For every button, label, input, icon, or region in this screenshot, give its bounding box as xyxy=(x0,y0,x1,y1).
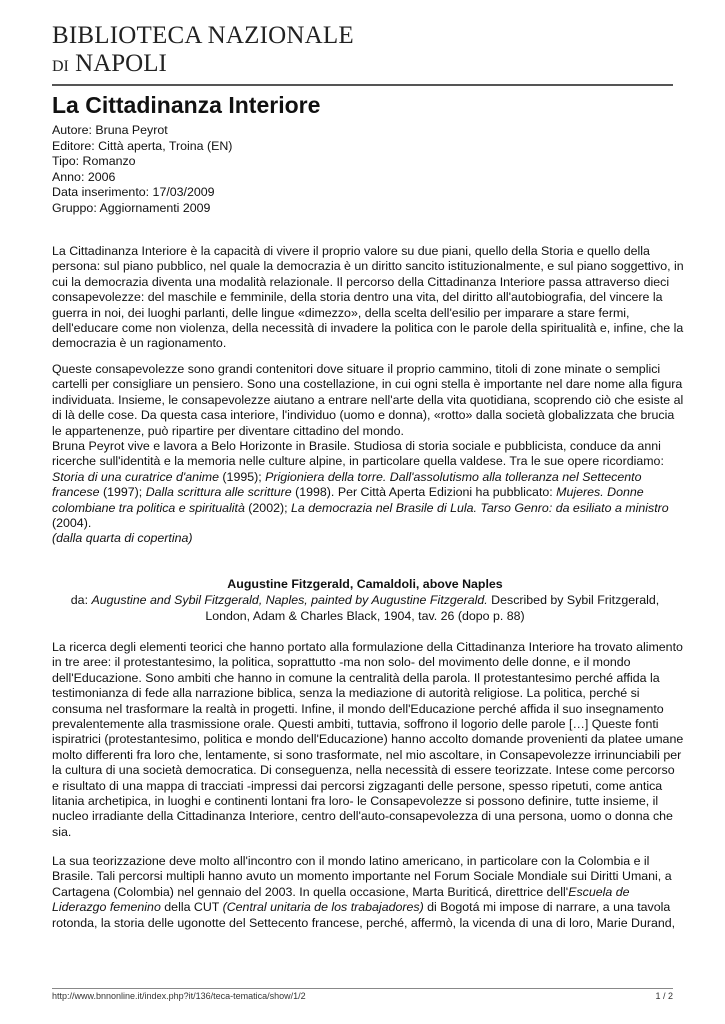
italic-text: (Central unitaria de los trabajadores) xyxy=(222,900,424,915)
italic-text: francese xyxy=(52,485,100,500)
text-line xyxy=(52,763,692,778)
logo-napoli: NAPOLI xyxy=(75,50,167,77)
text-line xyxy=(52,454,692,469)
footer-url[interactable]: http://www.bnnonline.it/index.php?it/136/teca-tematica/show/1/2 xyxy=(52,991,306,1001)
text-segment: La Cittadinanza Interiore è la capacità di vivere il proprio valore su due piani, quello della Storia e quello della xyxy=(52,244,650,258)
text-line xyxy=(52,531,692,546)
caption-source-title: Augustine and Sybil Fitzgerald, Naples, painted by Augustine Fitzgerald. xyxy=(91,593,488,607)
text-segment: in tre aree: il protestantesimo, la politica, soprattutto -ma non solo- del movimento delle donne, e il mondo xyxy=(52,655,631,670)
text-line xyxy=(52,516,692,531)
text-line xyxy=(52,779,692,794)
text-segment: La sua teorizzazione deve molto all'incontro con il mondo latino americano, in particolare con la Colombia e il xyxy=(52,854,650,868)
page-title: La Cittadinanza Interiore xyxy=(52,92,321,118)
text-line xyxy=(52,501,692,516)
text-segment: nucleo irradiante della Cittadinanza Interiore, centro dell'auto-consapevolezza di una persona, uomo o donna che xyxy=(52,809,673,824)
text-line xyxy=(52,321,692,336)
italic-text: Storia di una curatrice d'anime xyxy=(52,469,219,484)
caption-prefix: da: xyxy=(70,593,92,607)
text-line xyxy=(52,362,692,377)
text-segment: molto differenti fra loro che, lentamente, si sono trasformate, nel mio ascoltare, in Consapevolezze irrinunciabili per xyxy=(52,747,682,762)
page-footer xyxy=(52,988,673,1002)
text-line xyxy=(52,916,692,931)
paragraph-4 xyxy=(52,854,692,931)
caption-title: Augustine Fitzgerald, Camaldoli, above Naples xyxy=(227,577,503,591)
meta-group: Gruppo: Aggiornamenti 2009 xyxy=(52,200,211,215)
text-segment: testimonianza di fede alla narrazione biblica, senza la mediazione di autorità religiose. La politica, perché si xyxy=(52,686,640,701)
text-segment: le appartenenze, può ripartire per diventare cittadino del mondo. xyxy=(52,423,404,438)
text-line xyxy=(52,655,692,670)
text-segment: dell'educare come non violenza, della necessità di invadere la politica con le parole della spiritualità e, infine, che la xyxy=(52,321,684,336)
text-line xyxy=(52,306,692,321)
text-segment: persona: sul piano pubblico, nel quale la democrazia è un diritto sancito istituzionalmente, e sul piano soggettivo, in xyxy=(52,259,684,274)
text-segment: ispiratrici (protestantesimo, politica e mondo dell'Educazione) hanno accolto domande provenienti da platee umane xyxy=(52,732,684,747)
text-segment: e risultato di una mappa di tracciati -impressi dai percorsi zigzaganti delle persone, spesso ripetuti, come antica xyxy=(52,778,663,793)
text-segment: di Bogotá mi impose di narrare, a una tavola xyxy=(423,900,671,915)
text-segment: democrazia è un ragionamento. xyxy=(52,336,227,351)
text-segment: sia. xyxy=(52,824,72,839)
text-line xyxy=(52,794,692,809)
italic-text: (dalla quarta di copertina) xyxy=(52,531,193,546)
header-divider xyxy=(52,84,673,86)
page-number: 1 / 2 xyxy=(655,991,673,1001)
logo-line-1: BIBLIOTECA NAZIONALE xyxy=(52,22,354,49)
caption-publisher: London, Adam & Charles Black, 1904, tav. 26 (dopo p. 88) xyxy=(205,609,525,623)
text-line xyxy=(52,885,692,900)
meta-year: Anno: 2006 xyxy=(52,169,116,184)
text-segment: della CUT xyxy=(160,900,223,915)
image-caption xyxy=(40,576,690,624)
text-segment: (2002); xyxy=(244,500,291,515)
caption-source xyxy=(40,592,690,608)
text-line xyxy=(52,640,692,655)
text-line xyxy=(52,671,692,686)
italic-text: Escuela de xyxy=(568,884,630,899)
text-line xyxy=(52,259,692,274)
text-segment: (2004). xyxy=(52,516,92,531)
text-segment: Queste consapevolezze sono grandi contenitori dove situare il proprio cammino, titoli di zone minate o semplici xyxy=(52,362,661,376)
text-segment: rotonda, la storia delle ugonotte del Settecento francese, perché, affermò, la vicenda di una di loro, Marie Durand, xyxy=(52,915,676,930)
italic-text: Prigioniera della torre. Dall'assolutismo alla tolleranza nel Settecento xyxy=(265,469,642,484)
text-line xyxy=(52,732,692,747)
paragraph-2 xyxy=(52,362,692,547)
caption-source-rest: Described by Sybil Fritzgerald, xyxy=(487,593,660,607)
text-line xyxy=(52,439,692,454)
book-metadata xyxy=(52,123,232,217)
text-line xyxy=(52,275,692,290)
text-segment: (1998). Per Città Aperta Edizioni ha pubblicato: xyxy=(291,485,557,500)
text-line xyxy=(52,854,692,869)
text-line xyxy=(52,377,692,392)
text-segment: cui la democrazia diventa una modalità relazionale. Il percorso della Cittadinanza Interiore passa attraverso dieci xyxy=(52,274,670,289)
text-segment: La ricerca degli elementi teorici che hanno portato alla formulazione della Cittadinanza Interiore ha trovato alimento xyxy=(52,640,683,654)
text-segment: Cartagena (Colombia) nel gennaio del 2003. In quella occasione, Marta Buriticá, direttrice dell' xyxy=(52,884,569,899)
text-segment: consapevolezze: del maschile e femminile, della storia dentro una vita, del diritto all'autobiografia, del vincere la xyxy=(52,290,663,305)
text-line xyxy=(52,702,692,717)
logo-di: DI xyxy=(52,58,69,75)
italic-text: Mujeres. Donne xyxy=(556,485,644,500)
italic-text: colombiane tra politica e spiritualità xyxy=(52,500,245,515)
text-line xyxy=(52,336,692,351)
text-line xyxy=(52,470,692,485)
text-segment: consuma nel trasformare la realtà in progetti. Infine, il mondo dell'Educazione perché affida il suo insegnamento xyxy=(52,701,664,716)
text-segment: (1995); xyxy=(218,469,266,484)
italic-text: La democrazia nel Brasile di Lula. Tarso Genro: da esiliato a ministro xyxy=(291,500,669,515)
text-line xyxy=(52,290,692,305)
text-line xyxy=(52,748,692,763)
text-line xyxy=(52,717,692,732)
text-segment: Brasile. Tali percorsi multipli hanno avuto un momento importante nel Forum Sociale Mondiale sui Diritti Umani, a xyxy=(52,869,672,884)
text-line xyxy=(52,900,692,915)
text-segment: individuata. Insieme, le consapevolezze aiutano a entrare nell'arte della vita quotidiana, scoprendo ciò che esiste al xyxy=(52,392,684,407)
text-segment: cartelli per consigliare un pensiero. Sono una costellazione, in cui ogni stella è importante nel dare nome alla figura xyxy=(52,377,683,392)
text-line xyxy=(52,408,692,423)
logo-line-2 xyxy=(52,50,354,81)
text-segment: ricerche sull'identità e la memoria nelle culture alpine, in particolare quella valdese. Tra le sue opere ricordiamo: xyxy=(52,454,664,469)
text-line xyxy=(52,825,692,840)
meta-date-added: Data inserimento: 17/03/2009 xyxy=(52,185,215,200)
text-segment: Bruna Peyrot vive e lavora a Belo Horizonte in Brasile. Studiosa di storia sociale e pubblicista, conduce da anni xyxy=(52,439,661,454)
text-line xyxy=(52,393,692,408)
italic-text: Liderazgo femenino xyxy=(52,900,161,915)
library-logo xyxy=(52,22,354,81)
text-segment: di là delle cose. Da questa casa interiore, l'individuo (uomo e donna), «rotto» dalla società globalizzata che brucia xyxy=(52,408,675,423)
meta-publisher: Editore: Città aperta, Troina (EN) xyxy=(52,138,233,153)
paragraph-1 xyxy=(52,244,692,352)
text-segment: prevalentemente alla trasmissione orale. Questi ambiti, tuttavia, soffrono il logorio delle parole […] Queste fonti xyxy=(52,717,659,732)
meta-author: Autore: Bruna Peyrot xyxy=(52,123,168,137)
text-line xyxy=(52,809,692,824)
text-segment: (1997); xyxy=(99,485,146,500)
text-line xyxy=(52,686,692,701)
text-line xyxy=(52,869,692,884)
meta-type: Tipo: Romanzo xyxy=(52,154,136,169)
text-line xyxy=(52,244,692,259)
text-segment: dell'Educazione. Sono ambiti che hanno in comune la centralità della parola. Il protestantesimo perché affida la xyxy=(52,670,660,685)
text-line xyxy=(52,485,692,500)
text-segment: la cultura di una società democratica. Di conseguenza, nella necessità di essere teorizzate. Intese come percorso xyxy=(52,763,675,778)
italic-text: Dalla scrittura alle scritture xyxy=(145,485,292,500)
text-segment: guerra in noi, dei luoghi parlanti, delle lingue «dimezzo», della scelta dell'esilio per imparare a stare fermi, xyxy=(52,305,630,320)
paragraph-3 xyxy=(52,640,692,840)
text-segment: litania archetipica, in luoghi e continenti lontani fra loro- le Consapevolezze si possono definire, tutte insieme, il xyxy=(52,794,659,809)
text-line xyxy=(52,424,692,439)
